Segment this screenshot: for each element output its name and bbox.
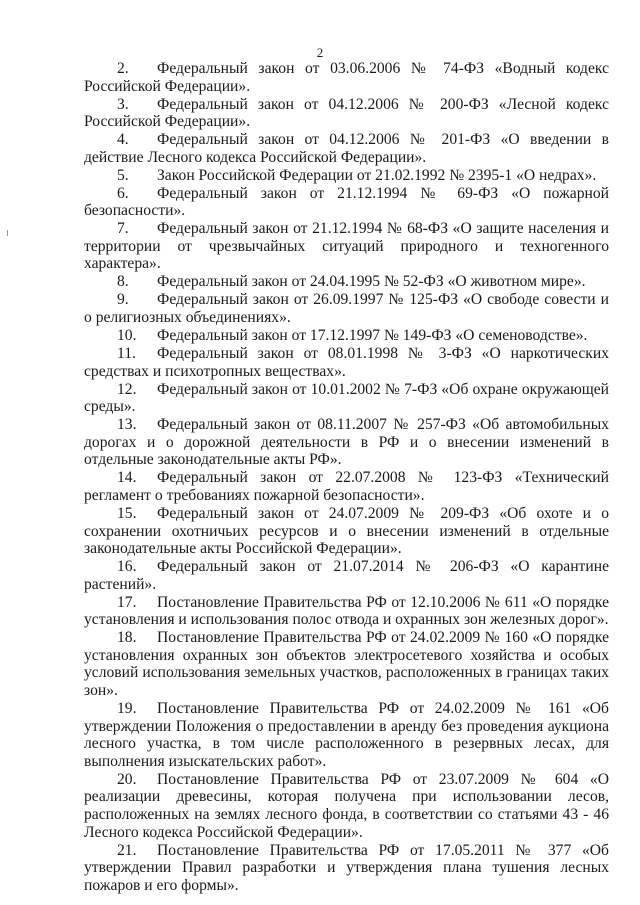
item-text: Федеральный закон от 22.07.2008 № 123-ФЗ «Технический регламент о требованиях пожарной безопасности». (84, 469, 609, 504)
item-number: 11. (117, 345, 136, 363)
item-text: Постановление Правительства РФ от 12.10.2006 № 611 «О порядке установления и использования полос отвода и охранных зон железных дорог». (84, 593, 609, 629)
list-item (84, 558, 609, 593)
list-item (84, 327, 609, 345)
item-number: 3. (117, 95, 129, 113)
list-item (84, 381, 609, 416)
item-number: 16. (117, 558, 137, 576)
item-number: 14. (117, 469, 137, 487)
item-number: 21. (117, 841, 137, 859)
item-text: Федеральный закон от 03.06.2006 № 74-ФЗ «Водный кодекс Российской Федерации». (84, 60, 609, 95)
list-item (84, 96, 609, 131)
item-number: 15. (117, 504, 137, 522)
item-number: 6. (117, 184, 129, 202)
item-text: Федеральный закон от 21.12.1994 № 69-ФЗ «О пожарной безопасности». (84, 184, 609, 220)
item-number: 19. (117, 700, 137, 718)
item-number: 13. (117, 416, 137, 434)
item-text: Постановление Правительства РФ от 17.05.2011 № 377 «Об утверждении Правил разработки и утверждения плана тушения лесных пожаров и его формы». (84, 841, 609, 894)
item-number: 4. (117, 131, 129, 149)
item-number: 2. (117, 60, 129, 77)
list-item (84, 469, 609, 504)
item-text: Федеральный закон от 04.12.2006 № 200-ФЗ «Лесной кодекс Российской Федерации». (84, 95, 609, 131)
item-number: 18. (117, 629, 137, 647)
item-text: Постановление Правительства РФ от 24.02.2009 № 161 «Об утверждении Положения о предоставлении в аренду без проведения аукциона лесного участка, в том числе расположенного в резервных лесах, для выполнения изыскательских работ». (84, 700, 609, 770)
item-text: Федеральный закон от 21.12.1994 № 68-ФЗ «О защите населения и территории от чрезвычайных ситуаций природного и техногенного характера». (84, 220, 609, 273)
item-text: Закон Российской Федерации от 21.02.1992 № 2395-1 «О недрах». (157, 166, 597, 184)
list-item (84, 505, 609, 558)
page-number: 2 (316, 45, 324, 60)
list-item (84, 131, 609, 166)
item-text: Федеральный закон от 08.01.1998 № 3-ФЗ «О наркотических средствах и психотропных веществах». (84, 345, 609, 380)
list-item (84, 60, 609, 95)
list-item (84, 291, 609, 326)
list-item (84, 700, 609, 770)
list-item (84, 273, 609, 291)
margin-mark (7, 230, 8, 236)
list-item (84, 416, 609, 469)
item-text: Федеральный закон от 10.01.2002 № 7-ФЗ «Об охране окружающей среды». (84, 380, 609, 416)
item-number: 9. (117, 291, 129, 309)
item-text: Федеральный закон от 08.11.2007 № 257-ФЗ «Об автомобильных дорогах и о дорожной деятельности в РФ и о внесении изменений в отдельные законодательные акты РФ». (84, 416, 609, 469)
item-text: Федеральный закон от 24.07.2009 № 209-ФЗ «Об охоте и о сохранении охотничьих ресурсов и о внесении изменений в отдельные законодательные акты Российской Федерации». (84, 504, 609, 558)
list-item (84, 594, 609, 629)
item-text: Постановление Правительства РФ от 23.07.2009 № 604 «О реализации древесины, которая получена при использовании лесов, расположенных на землях лесного фонда, в соответствии со статьями 43 - 46 Лесного кодекса Российской Федерации». (84, 770, 609, 841)
list-item (84, 185, 609, 220)
list-item (84, 771, 609, 841)
item-number: 8. (117, 273, 129, 291)
item-text: Федеральный закон от 17.12.1997 № 149-ФЗ «О семеноводстве». (157, 327, 588, 345)
item-text: Федеральный закон от 04.12.2006 № 201-ФЗ «О введении в действие Лесного кодекса Российской Федерации». (84, 131, 609, 166)
item-text: Федеральный закон от 24.04.1995 № 52-ФЗ «О животном мире». (157, 273, 586, 291)
law-list (84, 60, 609, 895)
list-item (84, 220, 609, 273)
item-number: 10. (117, 327, 137, 345)
item-number: 7. (117, 220, 129, 238)
item-text: Федеральный закон от 21.07.2014 № 206-ФЗ «О карантине растений». (84, 558, 609, 593)
item-number: 17. (117, 593, 137, 611)
item-number: 5. (117, 166, 129, 184)
list-item (84, 345, 609, 380)
list-item (84, 842, 609, 895)
item-text: Постановление Правительства РФ от 24.02.2009 № 160 «О порядке установления охранных зон объектов электросетевого хозяйства и особых условий использования земельных участков, расположенных в границах таких зон». (84, 629, 609, 700)
list-item (84, 629, 609, 699)
item-text: Федеральный закон от 26.09.1997 № 125-ФЗ «О свободе совести и о религиозных объединениях». (84, 291, 609, 327)
list-item (84, 167, 609, 185)
item-number: 12. (117, 380, 137, 398)
item-number: 20. (117, 770, 137, 788)
